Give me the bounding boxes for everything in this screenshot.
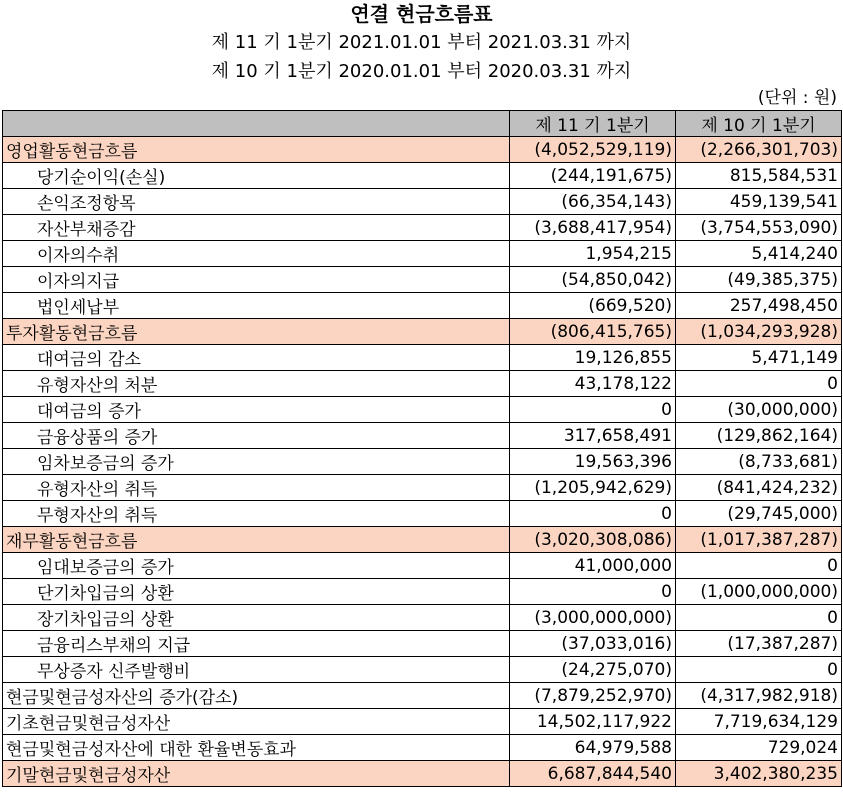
value-current: 0 — [510, 397, 676, 423]
column-header-prior: 제 10 기 1분기 — [676, 111, 842, 137]
period-prior: 제 10 기 1분기 2020.01.01 부터 2020.03.31 까지 — [211, 61, 632, 82]
table-row — [3, 631, 842, 657]
table-row — [3, 137, 842, 163]
table-row — [3, 163, 842, 189]
table-row — [3, 605, 842, 631]
value-prior: (841,424,232) — [676, 475, 842, 501]
row-label: 법인세납부 — [3, 293, 510, 319]
table-row — [3, 423, 842, 449]
value-current: (1,205,942,629) — [510, 475, 676, 501]
value-current: (669,520) — [510, 293, 676, 319]
column-header-label — [3, 111, 510, 137]
table-row — [3, 553, 842, 579]
row-label: 유형자산의 취득 — [3, 475, 510, 501]
value-current: (7,879,252,970) — [510, 683, 676, 709]
value-prior: 0 — [676, 605, 842, 631]
value-prior: 257,498,450 — [676, 293, 842, 319]
value-prior: 815,584,531 — [676, 163, 842, 189]
value-current: (37,033,016) — [510, 631, 676, 657]
value-current: (806,415,765) — [510, 319, 676, 345]
table-row — [3, 475, 842, 501]
row-label: 당기순이익(손실) — [3, 163, 510, 189]
table-row — [3, 371, 842, 397]
value-prior: (8,733,681) — [676, 449, 842, 475]
row-label: 임대보증금의 증가 — [3, 553, 510, 579]
value-prior: (49,385,375) — [676, 267, 842, 293]
value-current: (244,191,675) — [510, 163, 676, 189]
row-label: 영업활동현금흐름 — [3, 137, 510, 163]
cash-flow-table — [2, 110, 842, 787]
value-current: 19,563,396 — [510, 449, 676, 475]
value-current: 64,979,588 — [510, 735, 676, 761]
report-title: 연결 현금흐름표 — [350, 2, 493, 26]
report-header — [0, 0, 843, 86]
row-label: 대여금의 감소 — [3, 345, 510, 371]
value-current: 43,178,122 — [510, 371, 676, 397]
value-prior: (1,034,293,928) — [676, 319, 842, 345]
row-label: 재무활동현금흐름 — [3, 527, 510, 553]
value-current: (4,052,529,119) — [510, 137, 676, 163]
table-row — [3, 657, 842, 683]
column-header-current: 제 11 기 1분기 — [510, 111, 676, 137]
table-row — [3, 735, 842, 761]
table-row — [3, 215, 842, 241]
value-current: 1,954,215 — [510, 241, 676, 267]
row-label: 단기차입금의 상환 — [3, 579, 510, 605]
value-prior: (17,387,287) — [676, 631, 842, 657]
value-prior: (2,266,301,703) — [676, 137, 842, 163]
value-prior: (3,754,553,090) — [676, 215, 842, 241]
table-row — [3, 579, 842, 605]
value-current: 317,658,491 — [510, 423, 676, 449]
value-prior: 0 — [676, 371, 842, 397]
row-label: 투자활동현금흐름 — [3, 319, 510, 345]
value-prior: (1,000,000,000) — [676, 579, 842, 605]
value-current: (24,275,070) — [510, 657, 676, 683]
row-label: 손익조정항목 — [3, 189, 510, 215]
row-label: 기말현금및현금성자산 — [3, 761, 510, 787]
row-label: 현금및현금성자산의 증가(감소) — [3, 683, 510, 709]
row-label: 금융리스부채의 지급 — [3, 631, 510, 657]
row-label: 금융상품의 증가 — [3, 423, 510, 449]
value-prior: 459,139,541 — [676, 189, 842, 215]
value-current: 41,000,000 — [510, 553, 676, 579]
row-label: 무형자산의 취득 — [3, 501, 510, 527]
table-row — [3, 319, 842, 345]
value-prior: (4,317,982,918) — [676, 683, 842, 709]
value-current: 14,502,117,922 — [510, 709, 676, 735]
table-row — [3, 683, 842, 709]
period-current: 제 11 기 1분기 2021.01.01 부터 2021.03.31 까지 — [211, 32, 632, 53]
row-label: 기초현금및현금성자산 — [3, 709, 510, 735]
unit-label: (단위 : 원) — [757, 88, 837, 108]
row-label: 무상증자 신주발행비 — [3, 657, 510, 683]
value-prior: (1,017,387,287) — [676, 527, 842, 553]
table-row — [3, 709, 842, 735]
row-label: 유형자산의 처분 — [3, 371, 510, 397]
value-current: 19,126,855 — [510, 345, 676, 371]
value-prior: (30,000,000) — [676, 397, 842, 423]
row-label: 이자의지급 — [3, 267, 510, 293]
table-row — [3, 527, 842, 553]
table-row — [3, 449, 842, 475]
value-prior: 0 — [676, 657, 842, 683]
value-current: 6,687,844,540 — [510, 761, 676, 787]
table-row — [3, 267, 842, 293]
value-prior: 7,719,634,129 — [676, 709, 842, 735]
value-prior: (129,862,164) — [676, 423, 842, 449]
row-label: 장기차입금의 상환 — [3, 605, 510, 631]
table-row — [3, 501, 842, 527]
table-row — [3, 293, 842, 319]
table-row — [3, 189, 842, 215]
value-current: 0 — [510, 579, 676, 605]
table-row — [3, 761, 842, 787]
value-current: (66,354,143) — [510, 189, 676, 215]
row-label: 임차보증금의 증가 — [3, 449, 510, 475]
table-header-row — [3, 111, 842, 137]
value-prior: 729,024 — [676, 735, 842, 761]
row-label: 자산부채증감 — [3, 215, 510, 241]
value-current: 0 — [510, 501, 676, 527]
table-row — [3, 241, 842, 267]
value-current: (3,000,000,000) — [510, 605, 676, 631]
value-prior: 3,402,380,235 — [676, 761, 842, 787]
value-prior: 5,471,149 — [676, 345, 842, 371]
table-row — [3, 345, 842, 371]
row-label: 이자의수취 — [3, 241, 510, 267]
value-current: (3,688,417,954) — [510, 215, 676, 241]
value-current: (3,020,308,086) — [510, 527, 676, 553]
value-prior: 0 — [676, 553, 842, 579]
row-label: 대여금의 증가 — [3, 397, 510, 423]
table-row — [3, 397, 842, 423]
value-prior: 5,414,240 — [676, 241, 842, 267]
value-current: (54,850,042) — [510, 267, 676, 293]
row-label: 현금및현금성자산에 대한 환율변동효과 — [3, 735, 510, 761]
value-prior: (29,745,000) — [676, 501, 842, 527]
